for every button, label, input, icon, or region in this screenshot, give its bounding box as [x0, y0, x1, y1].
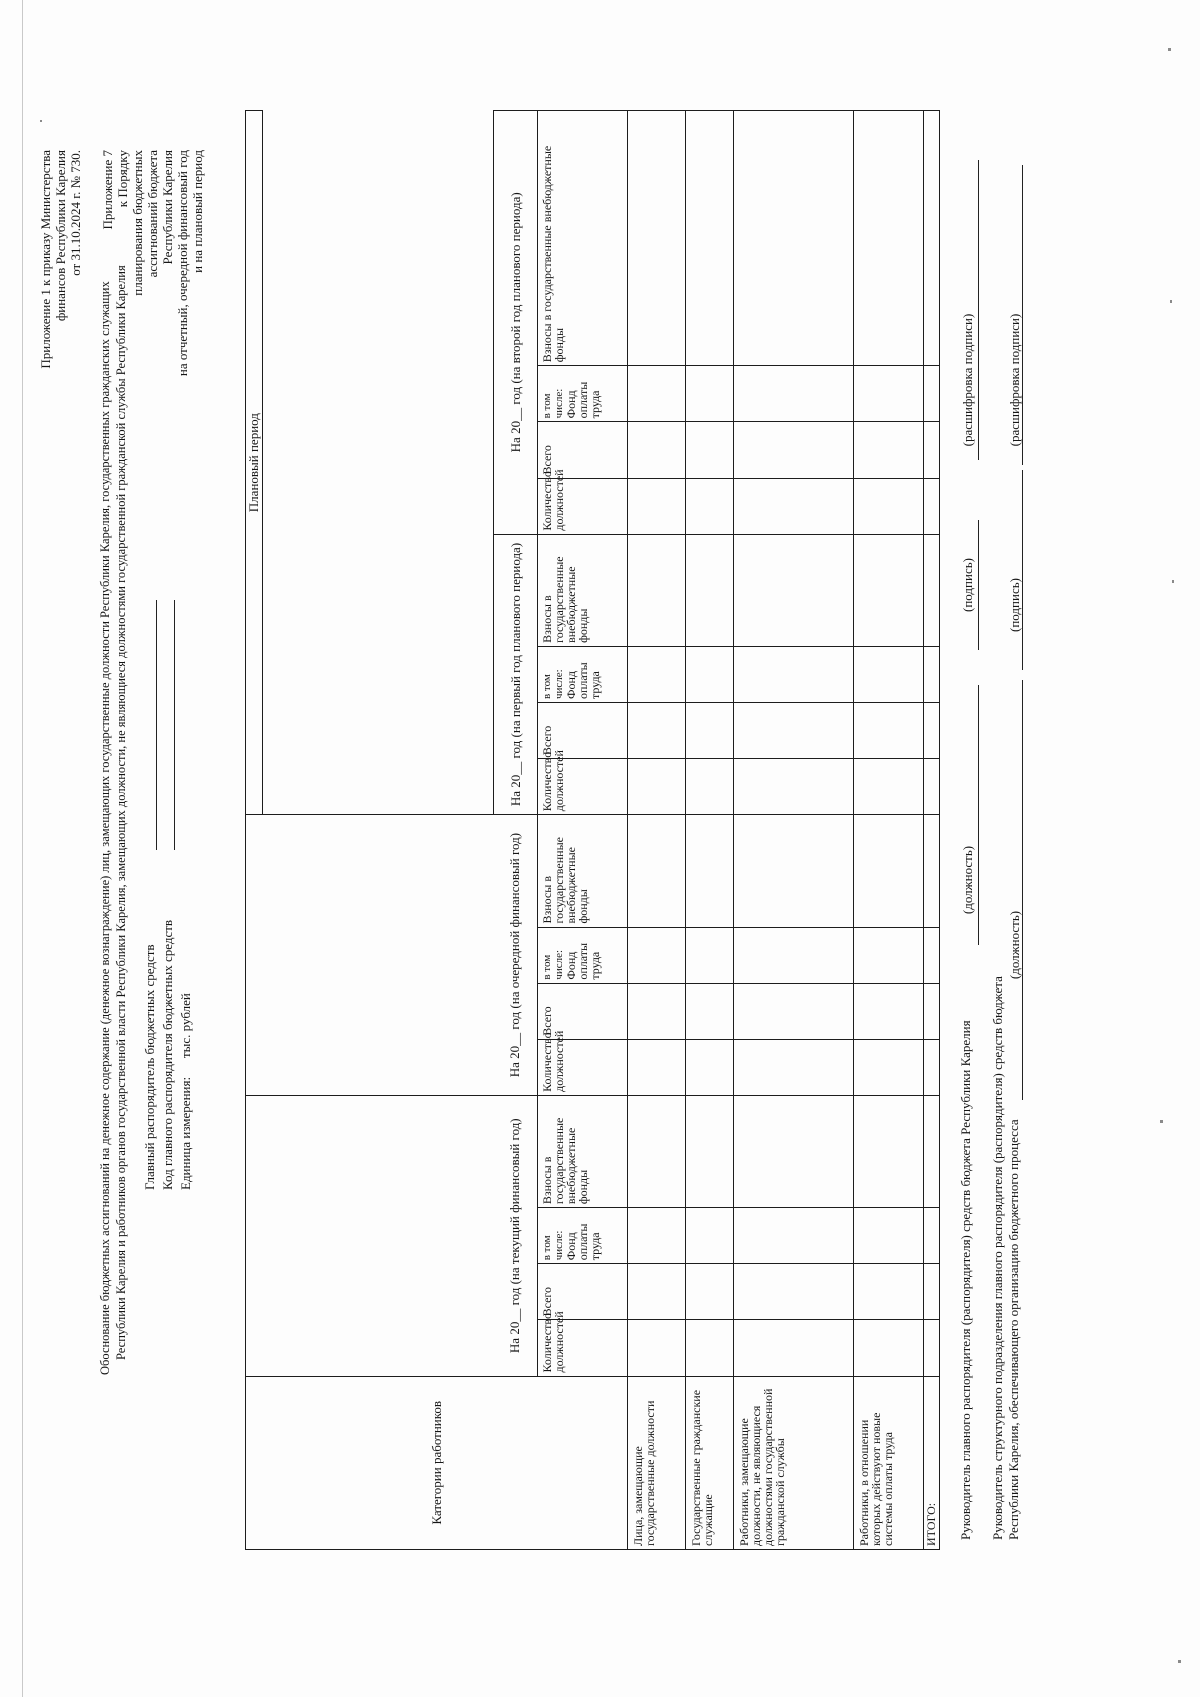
cell[interactable] — [924, 759, 940, 815]
cell[interactable] — [924, 1320, 940, 1376]
cell[interactable] — [924, 646, 940, 702]
cell[interactable] — [628, 703, 686, 759]
appendix-header-line-3: от 31.10.2024 г. № 730. — [68, 150, 83, 276]
struct-decode-line — [1022, 165, 1023, 465]
head-decode-line — [978, 160, 979, 460]
cell[interactable] — [628, 759, 686, 815]
header-period-current: На 20__ год (на текущий финансовый год) — [494, 1095, 538, 1376]
cell[interactable] — [734, 1095, 854, 1207]
cell[interactable] — [854, 983, 924, 1039]
cell[interactable] — [734, 366, 854, 422]
cell[interactable] — [686, 759, 734, 815]
cell[interactable] — [686, 366, 734, 422]
scan-edge-line — [22, 0, 23, 1697]
cell[interactable] — [924, 703, 940, 759]
rotated-form-sheet — [38, 70, 1090, 1630]
cell[interactable] — [924, 1264, 940, 1320]
cell[interactable] — [686, 1208, 734, 1264]
cell[interactable] — [628, 111, 686, 366]
header-payroll-text-3: Фонд оплаты труда — [564, 662, 602, 700]
header-contrib-1: Взносы в государственные внебюджетные фонды — [538, 1095, 628, 1207]
cell[interactable] — [924, 534, 940, 646]
cell[interactable] — [734, 478, 854, 534]
header-blank-current — [246, 1095, 494, 1376]
appendix-7-line-1: Приложение 7 — [100, 150, 115, 230]
cell[interactable] — [628, 422, 686, 478]
scan-speck — [1170, 300, 1172, 303]
header-contrib-2: Взносы в государственные внебюджетные фонды — [538, 815, 628, 927]
cell[interactable] — [854, 1039, 924, 1095]
cell[interactable] — [628, 1208, 686, 1264]
appendix-header-line-2: финансов Республики Карелия — [53, 150, 68, 322]
row-label-total: ИТОГО: — [924, 1376, 940, 1549]
scan-speck — [1168, 48, 1171, 51]
cell[interactable] — [628, 1264, 686, 1320]
header-payroll-text-2: Фонд оплаты труда — [564, 942, 602, 980]
appendix-7-line-4: ассигнований бюджета — [145, 150, 160, 278]
struct-signature-line — [1022, 470, 1023, 670]
header-planning-period: Плановый период — [246, 111, 263, 815]
struct-signature-label-2: Республики Карелия, обеспечивающего организацию бюджетного процесса — [1006, 1119, 1021, 1540]
cell[interactable] — [924, 366, 940, 422]
struct-signature-label-1: Руководитель структурного подразделения главного распорядителя (распорядителя) средств бюджета — [990, 976, 1005, 1540]
appendix-7-line-6: на отчетный, очередной финансовый год — [175, 150, 190, 377]
header-payroll-text-1: Фонд оплаты труда — [564, 1223, 602, 1261]
cell[interactable] — [924, 111, 940, 366]
cell[interactable] — [734, 422, 854, 478]
budget-table — [245, 110, 940, 1550]
cell[interactable] — [924, 1039, 940, 1095]
cell[interactable] — [924, 478, 940, 534]
header-incl-2: в том числе: — [541, 949, 565, 980]
cell[interactable] — [734, 1320, 854, 1376]
header-incl-1: в том числе: — [541, 1230, 565, 1261]
cell[interactable] — [628, 646, 686, 702]
appendix-header-line-1: Приложение 1 к приказу Министерства — [38, 150, 53, 369]
header-payroll-3 — [538, 646, 628, 702]
cell[interactable] — [686, 1264, 734, 1320]
cell[interactable] — [686, 927, 734, 983]
cell[interactable] — [734, 703, 854, 759]
scan-speck — [40, 120, 42, 122]
header-total-2: Всего — [538, 983, 628, 1039]
budget-manager-underline — [156, 600, 157, 850]
cell[interactable] — [924, 927, 940, 983]
cell[interactable] — [854, 927, 924, 983]
cell[interactable] — [686, 534, 734, 646]
header-total-3: Всего — [538, 703, 628, 759]
cell[interactable] — [924, 815, 940, 927]
header-total-1: Всего — [538, 1264, 628, 1320]
cell[interactable] — [854, 422, 924, 478]
cell[interactable] — [628, 927, 686, 983]
form-title-line-2: Республики Карелия и работников органов государственной власти Республики Карелия, замещающих должности, не являющиеся должностями государственной гражданской службы Республики Карелия — [114, 265, 128, 1360]
cell[interactable] — [686, 703, 734, 759]
cell[interactable] — [734, 927, 854, 983]
cell[interactable] — [686, 983, 734, 1039]
header-payroll-2 — [538, 927, 628, 983]
appendix-7-line-7: и на плановый период — [190, 150, 205, 273]
cell[interactable] — [686, 1095, 734, 1207]
header-period-next: На 20__ год (на очередной финансовый год) — [494, 815, 538, 1096]
head-signature-label: Руководитель главного распорядителя (распорядителя) средств бюджета Республики Карелия — [958, 1020, 973, 1540]
cell[interactable] — [854, 759, 924, 815]
table-row — [686, 111, 734, 1550]
appendix-7-line-3: планирования бюджетных — [130, 150, 145, 296]
scan-speck — [1172, 580, 1174, 583]
header-total-4: Всего — [538, 422, 628, 478]
cell[interactable] — [686, 1039, 734, 1095]
cell[interactable] — [734, 1039, 854, 1095]
cell[interactable] — [628, 1095, 686, 1207]
cell[interactable] — [628, 366, 686, 422]
cell[interactable] — [734, 534, 854, 646]
cell[interactable] — [628, 1320, 686, 1376]
cell[interactable] — [854, 815, 924, 927]
header-contrib-4: Взносы в государственные внебюджетные фонды — [538, 111, 628, 366]
cell[interactable] — [854, 534, 924, 646]
cell[interactable] — [854, 1264, 924, 1320]
struct-decode-caption: (расшифровка подписи) — [1007, 313, 1022, 447]
cell[interactable] — [686, 422, 734, 478]
head-position-line — [978, 685, 979, 945]
struct-signature-caption: (подпись) — [1007, 578, 1022, 632]
head-position-caption: (должность) — [960, 845, 975, 915]
cell[interactable] — [628, 534, 686, 646]
unit-value: тыс. рублей — [178, 993, 193, 1058]
cell[interactable] — [924, 983, 940, 1039]
header-incl-3: в том числе: — [541, 669, 565, 700]
cell[interactable] — [686, 478, 734, 534]
header-count-4: Количество должностей — [538, 478, 628, 534]
cell[interactable] — [628, 983, 686, 1039]
header-blank-next — [246, 815, 494, 1096]
header-period-plan-1: На 20__ год (на первый год планового периода) — [494, 534, 538, 815]
cell[interactable] — [734, 1208, 854, 1264]
header-contrib-3: Взносы в государственные внебюджетные фонды — [538, 534, 628, 646]
table-row — [628, 111, 686, 1550]
cell[interactable] — [686, 815, 734, 927]
form-title-line-1: Обоснование бюджетных ассигнований на денежное содержание (денежное вознаграждение) лиц, замещающих государственные должности Республики Карелия, государственных гражданских служащих — [98, 281, 112, 1375]
header-category: Категории работников — [246, 1376, 628, 1549]
cell[interactable] — [734, 646, 854, 702]
header-payroll-text-4: Фонд оплаты труда — [564, 381, 602, 419]
table-row — [924, 111, 940, 1550]
cell[interactable] — [924, 1208, 940, 1264]
header-count-2: Количество должностей — [538, 1039, 628, 1095]
cell[interactable] — [924, 422, 940, 478]
cell[interactable] — [686, 1320, 734, 1376]
cell[interactable] — [734, 815, 854, 927]
appendix-7-line-5: Республики Карелия — [160, 150, 175, 265]
header-period-plan-2: На 20__ год (на второй год планового периода) — [494, 111, 538, 535]
cell[interactable] — [854, 703, 924, 759]
struct-position-caption: (должность) — [1007, 910, 1022, 980]
budget-manager-code-label: Код главного распорядителя бюджетных средств — [160, 919, 175, 1190]
head-signature-caption: (подпись) — [960, 558, 975, 612]
struct-position-line — [1022, 680, 1023, 1100]
cell[interactable] — [734, 1264, 854, 1320]
scan-speck — [1160, 1120, 1163, 1123]
header-incl-4: в том числе: — [541, 388, 565, 419]
cell[interactable] — [854, 1095, 924, 1207]
cell[interactable] — [854, 478, 924, 534]
cell[interactable] — [854, 646, 924, 702]
cell[interactable] — [854, 1208, 924, 1264]
cell[interactable] — [854, 111, 924, 366]
header-payroll-4 — [538, 366, 628, 422]
table-row — [734, 111, 854, 1550]
cell[interactable] — [734, 983, 854, 1039]
head-signature-line — [978, 520, 979, 650]
header-count-3: Количество должностей — [538, 759, 628, 815]
cell[interactable] — [686, 111, 734, 366]
scan-speck — [1178, 1660, 1181, 1663]
header-count-1: Количество должностей — [538, 1320, 628, 1376]
unit-label: Единица измерения: — [178, 1076, 193, 1190]
cell[interactable] — [734, 111, 854, 366]
row-label-civil-servants: Государственные гражданские служащие — [686, 1376, 734, 1549]
table-row — [854, 111, 924, 1550]
cell[interactable] — [628, 1039, 686, 1095]
cell[interactable] — [734, 759, 854, 815]
budget-manager-label: Главный распорядитель бюджетных средств — [142, 944, 157, 1190]
row-label-new-pay-systems: Работники, в отношении которых действуют новые системы оплаты труда — [854, 1376, 924, 1549]
cell[interactable] — [628, 478, 686, 534]
row-label-non-civil-workers: Работники, замещающие должности, не являющиеся должностями государственной гражданской службы — [734, 1376, 854, 1549]
header-payroll-1 — [538, 1208, 628, 1264]
cell[interactable] — [924, 1095, 940, 1207]
cell[interactable] — [628, 815, 686, 927]
budget-manager-code-underline — [174, 600, 175, 850]
appendix-7-line-2: к Порядку — [115, 150, 130, 208]
cell[interactable] — [854, 366, 924, 422]
row-label-persons: Лица, замещающие государственные должности — [628, 1376, 686, 1549]
head-decode-caption: (расшифровка подписи) — [960, 313, 975, 447]
cell[interactable] — [854, 1320, 924, 1376]
cell[interactable] — [686, 646, 734, 702]
